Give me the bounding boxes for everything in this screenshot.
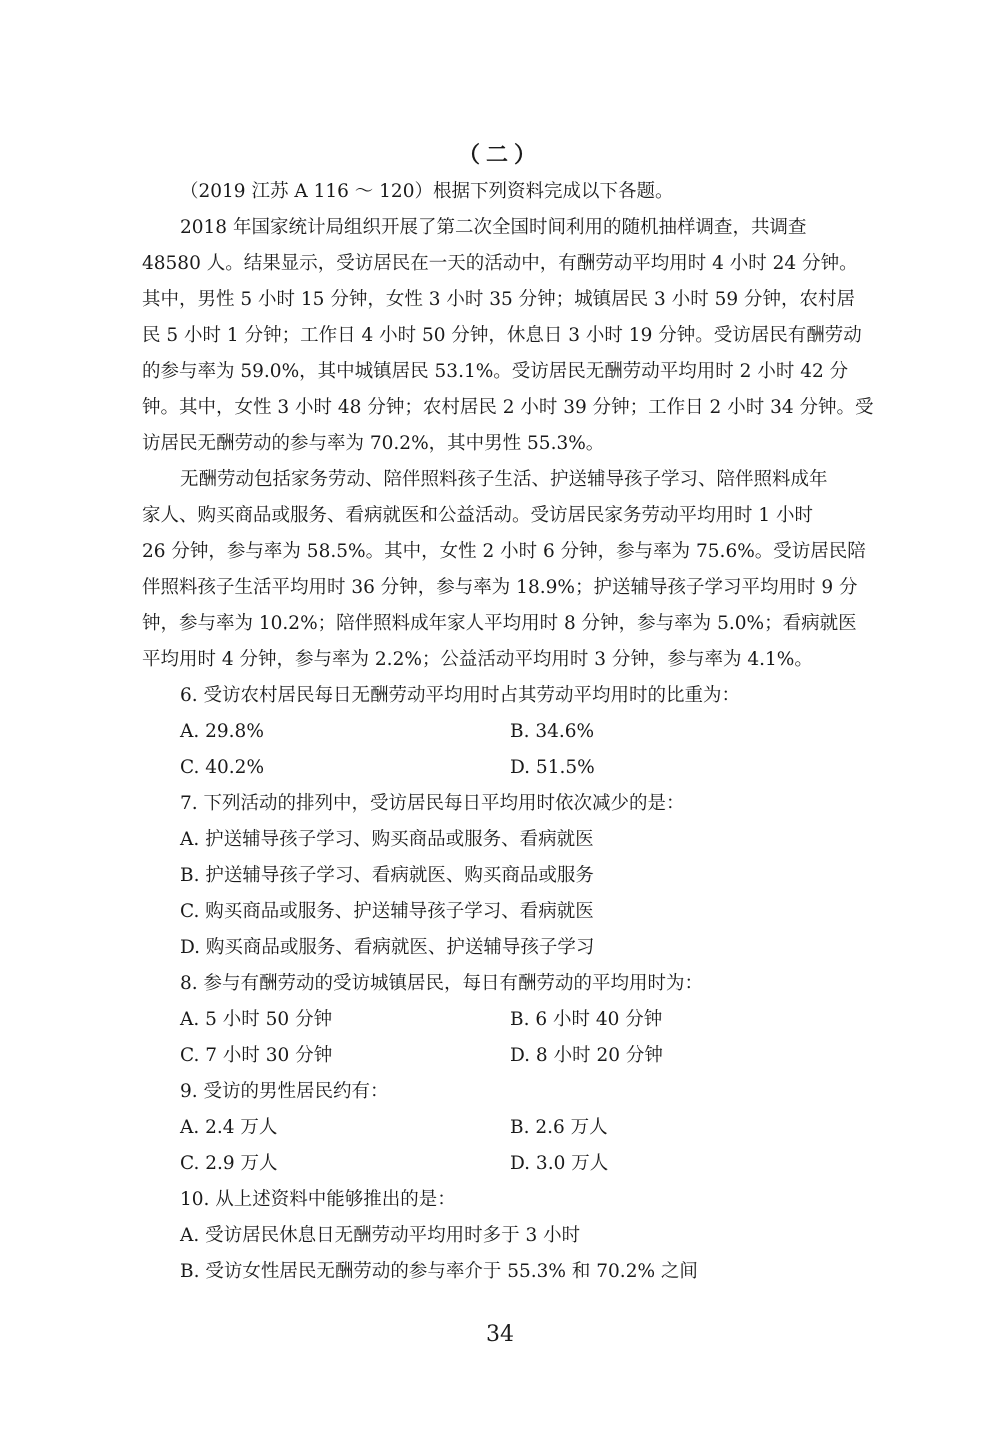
question-8-stem: 8. 参与有酬劳动的受访城镇居民，每日有酬劳动的平均用时为： [180, 973, 704, 994]
question-7-option-a: A. 护送辅导孩子学习、购买商品或服务、看病就医 [180, 829, 594, 850]
question-7-option-d: D. 购买商品或服务、看病就医、护送辅导孩子学习 [180, 937, 595, 958]
question-6-option-d: D. 51.5% [510, 757, 595, 778]
question-9-option-d: D. 3.0 万人 [510, 1153, 609, 1174]
paragraph-line: 无酬劳动包括家务劳动、陪伴照料孩子生活、护送辅导孩子学习、陪伴照料成年 [180, 469, 828, 490]
paragraph-line: 的参与率为 59.0%，其中城镇居民 53.1%。受访居民无酬劳动平均用时 2 小时 42 分 [142, 361, 849, 382]
source-line: （2019 江苏 A 116 ～ 120）根据下列资料完成以下各题。 [180, 181, 674, 202]
paragraph-line: 48580 人。结果显示，受访居民在一天的活动中，有酬劳动平均用时 4 小时 24 分钟。 [142, 253, 858, 274]
question-6-option-c: C. 40.2% [180, 757, 265, 778]
question-9-option-b: B. 2.6 万人 [510, 1117, 608, 1138]
question-6-stem: 6. 受访农村居民每日无酬劳动平均用时占其劳动平均用时的比重为： [180, 685, 741, 706]
question-8-option-b: B. 6 小时 40 分钟 [510, 1009, 663, 1030]
question-8-option-d: D. 8 小时 20 分钟 [510, 1045, 663, 1066]
paragraph-line: 家人、购买商品或服务、看病就医和公益活动。受访居民家务劳动平均用时 1 小时 [142, 505, 814, 526]
question-8-option-a: A. 5 小时 50 分钟 [180, 1009, 333, 1030]
paragraph-line: 钟。其中，女性 3 小时 48 分钟；农村居民 2 小时 39 分钟；工作日 2 小时 34 分钟。受 [142, 397, 874, 418]
paragraph-line: 访居民无酬劳动的参与率为 70.2%，其中男性 55.3%。 [142, 433, 605, 454]
paragraph-line: 26 分钟，参与率为 58.5%。其中，女性 2 小时 6 分钟，参与率为 75.6%。受访居民陪 [142, 541, 866, 562]
question-9-option-a: A. 2.4 万人 [180, 1117, 278, 1138]
paragraph-line: 伴照料孩子生活平均用时 36 分钟，参与率为 18.9%；护送辅导孩子学习平均用时 9 分 [142, 577, 858, 598]
question-6-option-a: A. 29.8% [180, 721, 264, 742]
question-6-option-b: B. 34.6% [510, 721, 595, 742]
page-number: 34 [486, 1322, 514, 1347]
paragraph-line: 其中，男性 5 小时 15 分钟，女性 3 小时 35 分钟；城镇居民 3 小时 59 分钟，农村居 [142, 289, 856, 310]
question-7-stem: 7. 下列活动的排列中，受访居民每日平均用时依次减少的是： [180, 793, 685, 814]
question-7-option-b: B. 护送辅导孩子学习、看病就医、购买商品或服务 [180, 865, 594, 886]
section-heading: （二） [457, 142, 542, 168]
question-7-option-c: C. 购买商品或服务、护送辅导孩子学习、看病就医 [180, 901, 594, 922]
question-10-option-a: A. 受访居民休息日无酬劳动平均用时多于 3 小时 [180, 1225, 581, 1246]
paragraph-line: 平均用时 4 分钟，参与率为 2.2%；公益活动平均用时 3 分钟，参与率为 4.1%。 [142, 649, 813, 670]
question-10-stem: 10. 从上述资料中能够推出的是： [180, 1189, 456, 1210]
paragraph-line: 钟，参与率为 10.2%；陪伴照料成年家人平均用时 8 分钟，参与率为 5.0%；看病就医 [142, 613, 857, 634]
question-9-stem: 9. 受访的男性居民约有： [180, 1081, 389, 1102]
question-10-option-b: B. 受访女性居民无酬劳动的参与率介于 55.3% 和 70.2% 之间 [180, 1261, 698, 1282]
paragraph-line: 民 5 小时 1 分钟；工作日 4 小时 50 分钟，休息日 3 小时 19 分钟。受访居民有酬劳动 [142, 325, 862, 346]
paragraph-line: 2018 年国家统计局组织开展了第二次全国时间利用的随机抽样调查，共调查 [180, 217, 807, 238]
question-8-option-c: C. 7 小时 30 分钟 [180, 1045, 333, 1066]
question-9-option-c: C. 2.9 万人 [180, 1153, 278, 1174]
